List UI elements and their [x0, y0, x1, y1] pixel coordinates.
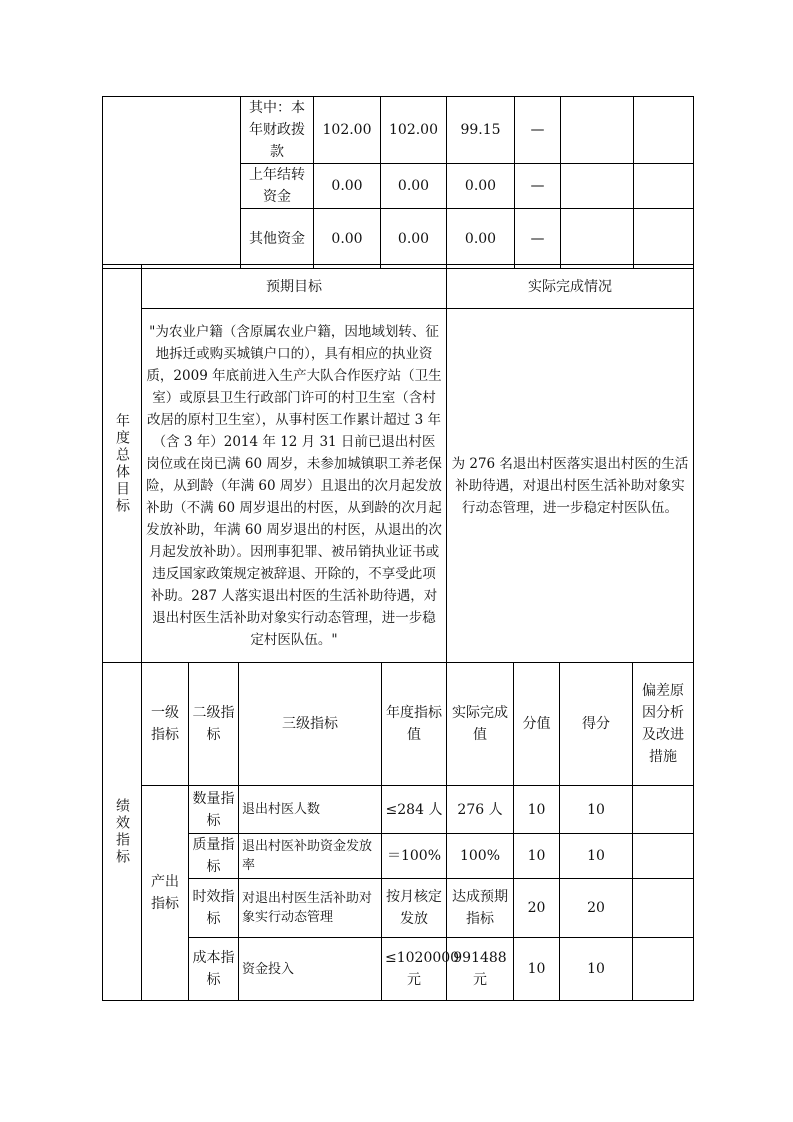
- funding-empty-cell: [634, 164, 694, 209]
- score-cell: 10: [560, 938, 633, 1001]
- level2-cell: 成本指标: [189, 938, 239, 1001]
- actual-completion-text: 为 276 名退出村医落实退出村医的生活补助待遇，对退出村医生活补助对象实行动态管理，进一步稳定村医队伍。: [447, 309, 694, 663]
- header-level1: 一级指标: [142, 663, 189, 786]
- funding-adjusted: 0.00: [381, 164, 447, 209]
- funding-planned: 0.00: [314, 164, 381, 209]
- funding-blank-cell: [103, 97, 241, 269]
- annual-goal-table: [102, 264, 694, 663]
- actual-value-cell: 达成预期指标: [447, 879, 514, 938]
- score-cell: 10: [560, 834, 633, 879]
- funding-empty-cell: [561, 164, 634, 209]
- performance-header-row: [103, 663, 694, 786]
- funding-executed: 99.15: [447, 97, 515, 164]
- performance-table: [102, 662, 694, 1001]
- header-level3: 三级指标: [239, 663, 382, 786]
- funding-executed: 0.00: [447, 209, 515, 269]
- level1-output: 产出指标: [142, 786, 189, 1001]
- expected-goal-header: 预期目标: [142, 265, 447, 309]
- header-score-value: 分值: [514, 663, 560, 786]
- score-value-cell: 20: [514, 879, 560, 938]
- funding-planned: 0.00: [314, 209, 381, 269]
- score-value-cell: 10: [514, 938, 560, 1001]
- header-actual-value: 实际完成值: [447, 663, 514, 786]
- table-row: [103, 786, 694, 834]
- performance-section-label: 绩效指标: [103, 663, 142, 1001]
- funding-executed: 0.00: [447, 164, 515, 209]
- deviation-cell: [633, 938, 694, 1001]
- header-score: 得分: [560, 663, 633, 786]
- table-row: [103, 879, 694, 938]
- deviation-cell: [633, 786, 694, 834]
- table-row: [103, 938, 694, 1001]
- header-deviation: 偏差原因分析及改进措施: [633, 663, 694, 786]
- funding-empty-cell: [561, 97, 634, 164]
- score-value-cell: 10: [514, 834, 560, 879]
- funding-rate: —: [515, 164, 561, 209]
- actual-completion-header: 实际完成情况: [447, 265, 694, 309]
- header-annual-value: 年度指标值: [382, 663, 447, 786]
- table-row: [103, 834, 694, 879]
- funding-table: [102, 96, 694, 269]
- funding-adjusted: 102.00: [381, 97, 447, 164]
- deviation-cell: [633, 879, 694, 938]
- level3-cell: 退出村医补助资金发放率: [239, 834, 382, 879]
- funding-label: 其他资金: [241, 209, 314, 269]
- header-level2: 二级指标: [189, 663, 239, 786]
- funding-row-fiscal: [103, 97, 694, 164]
- actual-value-cell: 276 人: [447, 786, 514, 834]
- funding-label: 上年结转资金: [241, 164, 314, 209]
- funding-rate: —: [515, 209, 561, 269]
- expected-goal-text: "为农业户籍（含原属农业户籍，因地域划转、征地拆迁或购买城镇户口的），具有相应的执业资质，2009 年底前进入生产大队合作医疗站（卫生室）或原县卫生行政部门许可的村卫生室（含村改居的原村卫生室），从事村医工作累计超过 3 年（含 3 年）2014 年 12 月 31 日前已退出村医岗位或在岗已满 60 周岁，未参加城镇职工养老保险，从到龄（年满 60 周岁）且退出的次月起发放补助（不满 60 周岁退出的村医，从到龄的次月起发放补助，年满 60 周岁退出的村医，从退出的次月起发放补助）。因刑事犯罪、被吊销执业证书或违反国家政策规定被辞退、开除的，不享受此项补助。287 人落实退出村医的生活补助待遇，对退出村医生活补助对象实行动态管理，进一步稳定村医队伍。": [142, 309, 447, 663]
- funding-empty-cell: [634, 209, 694, 269]
- score-cell: 20: [560, 879, 633, 938]
- level2-cell: 数量指标: [189, 786, 239, 834]
- funding-empty-cell: [561, 209, 634, 269]
- funding-rate: —: [515, 97, 561, 164]
- level2-cell: 质量指标: [189, 834, 239, 879]
- deviation-cell: [633, 834, 694, 879]
- funding-planned: 102.00: [314, 97, 381, 164]
- funding-label: 其中：本年财政拨款: [241, 97, 314, 164]
- funding-adjusted: 0.00: [381, 209, 447, 269]
- level3-cell: 退出村医人数: [239, 786, 382, 834]
- funding-empty-cell: [634, 97, 694, 164]
- level3-cell: 对退出村医生活补助对象实行动态管理: [239, 879, 382, 938]
- actual-value-cell: 100%: [447, 834, 514, 879]
- score-cell: 10: [560, 786, 633, 834]
- level3-cell: 资金投入: [239, 938, 382, 1001]
- score-value-cell: 10: [514, 786, 560, 834]
- level2-cell: 时效指标: [189, 879, 239, 938]
- annual-value-cell: 按月核定发放: [382, 879, 447, 938]
- annual-value-cell: ≤1020000 元: [382, 938, 447, 1001]
- annual-value-cell: ≤284 人: [382, 786, 447, 834]
- annual-goal-section-label: 年度总体目标: [103, 265, 142, 663]
- actual-value-cell: 991488 元: [447, 938, 514, 1001]
- annual-value-cell: ＝100%: [382, 834, 447, 879]
